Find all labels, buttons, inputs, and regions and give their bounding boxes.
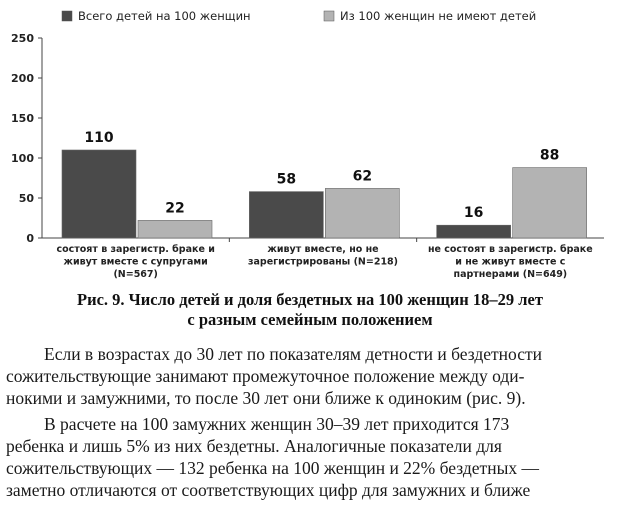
bars: [62, 130, 587, 238]
text-line-7: заметно отличаются от соответствующих цифр для замужних и ближе: [6, 480, 531, 500]
y-tick-label-100: 100: [11, 152, 34, 165]
text-line-3: нокими и замужними, то после 30 лет они ближе к одиноким (рис. 9).: [6, 388, 526, 408]
text-line-4: В расчете на 100 замужних женщин 30–39 лет приходится 173: [44, 414, 510, 434]
bar-s2-c1: [138, 220, 212, 238]
legend-label-1: Всего детей на 100 женщин: [78, 9, 251, 23]
y-tick-label-250: 250: [11, 32, 34, 45]
data-label-s1-c1: 110: [84, 130, 114, 146]
text-line-6: сожительствующих — 132 ребенка на 100 женщин и 22% бездетных —: [6, 458, 539, 478]
category-labels: [56, 244, 592, 280]
bar-s1-c3: [437, 225, 511, 238]
data-label-s2-c3: 88: [539, 147, 560, 164]
y-tick-label-50: 50: [18, 192, 34, 205]
data-label-s2-c2: 62: [352, 168, 373, 185]
chart-legend: [62, 9, 536, 23]
figure-caption-line-1: Рис. 9. Число детей и доля бездетных на 100 женщин 18–29 лет: [77, 290, 543, 309]
category-label-1-line-2: живут вместе с супругами: [63, 256, 208, 268]
legend-label-2: Из 100 женщин не имеют детей: [340, 9, 537, 23]
text-line-2: сожительствующие занимают промежуточное положение между оди-: [6, 366, 525, 386]
category-label-3-line-3: партнерами (N=649): [453, 269, 568, 280]
category-label-3-line-1: не состоят в зарегистр. браке: [427, 244, 593, 255]
category-label-1-line-3: (N=567): [113, 269, 158, 280]
figure-caption-line-2: с разным семейным положением: [187, 310, 433, 329]
y-tick-label-0: 0: [26, 232, 34, 245]
category-label-2-line-1: живут вместе, но не: [267, 244, 379, 255]
data-label-s2-c1: 22: [165, 200, 185, 217]
bar-s2-c3: [513, 168, 587, 238]
y-tick-label-200: 200: [11, 72, 34, 85]
legend-swatch-2: [324, 11, 334, 21]
text-line-1: Если в возрастах до 30 лет по показателям детности и бездетности: [44, 344, 542, 364]
bar-s2-c2: [325, 188, 399, 238]
legend-swatch-1: [62, 11, 72, 21]
bar-s1-c2: [249, 192, 323, 238]
data-label-s1-c2: 58: [276, 171, 297, 188]
category-label-3-line-2: и не живут вместе с: [455, 256, 566, 268]
bar-s1-c1: [62, 150, 136, 238]
y-tick-label-150: 150: [11, 112, 34, 125]
category-label-1-line-1: состоят в зарегистр. браке и: [56, 244, 215, 255]
category-label-2-line-2: зарегистрированы (N=218): [247, 256, 399, 268]
data-label-s1-c3: 16: [463, 205, 484, 222]
text-line-5: ребенка и лишь 5% из них бездетны. Аналогичные показатели для: [6, 436, 502, 456]
